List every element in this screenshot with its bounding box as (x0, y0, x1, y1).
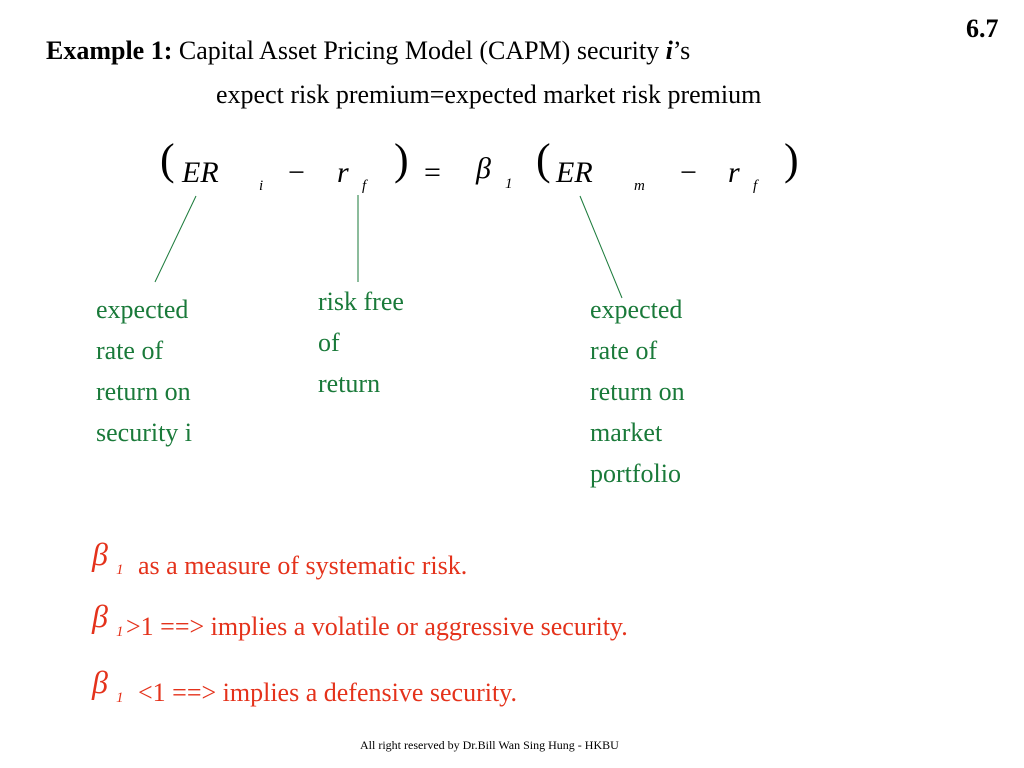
pointer-line-market (580, 196, 622, 298)
note-text: as a measure of systematic risk. (138, 551, 468, 580)
annotation-line: return (318, 369, 381, 398)
equation-er-i: ER (182, 156, 219, 189)
equation-r-f-2: r (728, 156, 740, 189)
title-suffix: ’s (672, 36, 691, 65)
title-text: Capital Asset Pricing Model (CAPM) security (178, 36, 660, 65)
annotation-line: security i (96, 418, 193, 447)
annotation-line: risk free (318, 287, 404, 316)
beta-subscript: 1 (116, 624, 124, 640)
equation-er-m: ER (556, 156, 593, 189)
beta-subscript: 1 (116, 562, 124, 578)
equation-open-paren-2: ( (536, 135, 551, 184)
beta-symbol: β (92, 536, 108, 572)
slide-number: 6.7 (966, 14, 999, 43)
annotation-security-return (96, 289, 192, 453)
equation-minus-1: − (288, 156, 305, 189)
equation-sub-f-2: f (753, 178, 758, 194)
title-prefix: Example 1: (46, 36, 173, 65)
equation-close-paren-2: ) (784, 135, 799, 184)
equation-sub-i: i (259, 178, 264, 194)
annotation-line: expected (96, 295, 189, 324)
annotation-line: rate of (96, 336, 164, 365)
equation-sub-f-1: f (362, 178, 367, 194)
beta-symbol: β (92, 598, 108, 634)
beta-subscript: 1 (116, 690, 124, 706)
pointer-line-security (155, 196, 196, 282)
equation-open-paren-1: ( (160, 135, 175, 184)
annotation-market-return (590, 289, 685, 494)
title-line-2: expect risk premium=expected market risk premium (216, 80, 762, 109)
annotation-line: expected (590, 295, 683, 324)
beta-symbol: β (92, 664, 108, 700)
title-italic-i: i (665, 36, 673, 65)
equation-r-f-1: r (337, 156, 349, 189)
note-text: >1 ==> implies a volatile or aggressive security. (126, 612, 628, 641)
equation-close-paren-1: ) (394, 135, 409, 184)
equation-sub-m: m (634, 178, 645, 194)
note-text: <1 ==> implies a defensive security. (138, 678, 517, 707)
annotation-line: of (318, 328, 340, 357)
annotation-line: rate of (590, 336, 658, 365)
annotation-line: return on (96, 377, 191, 406)
equation-beta: β (476, 152, 491, 185)
annotation-risk-free (318, 281, 404, 404)
annotation-line: return on (590, 377, 685, 406)
equation-equals: = (424, 156, 441, 189)
annotation-line: portfolio (590, 459, 681, 488)
equation-sub-1: 1 (505, 176, 513, 192)
footer-copyright: All right reserved by Dr.Bill Wan Sing Hung - HKBU (360, 738, 619, 752)
equation-minus-2: − (680, 156, 697, 189)
annotation-line: market (590, 418, 663, 447)
